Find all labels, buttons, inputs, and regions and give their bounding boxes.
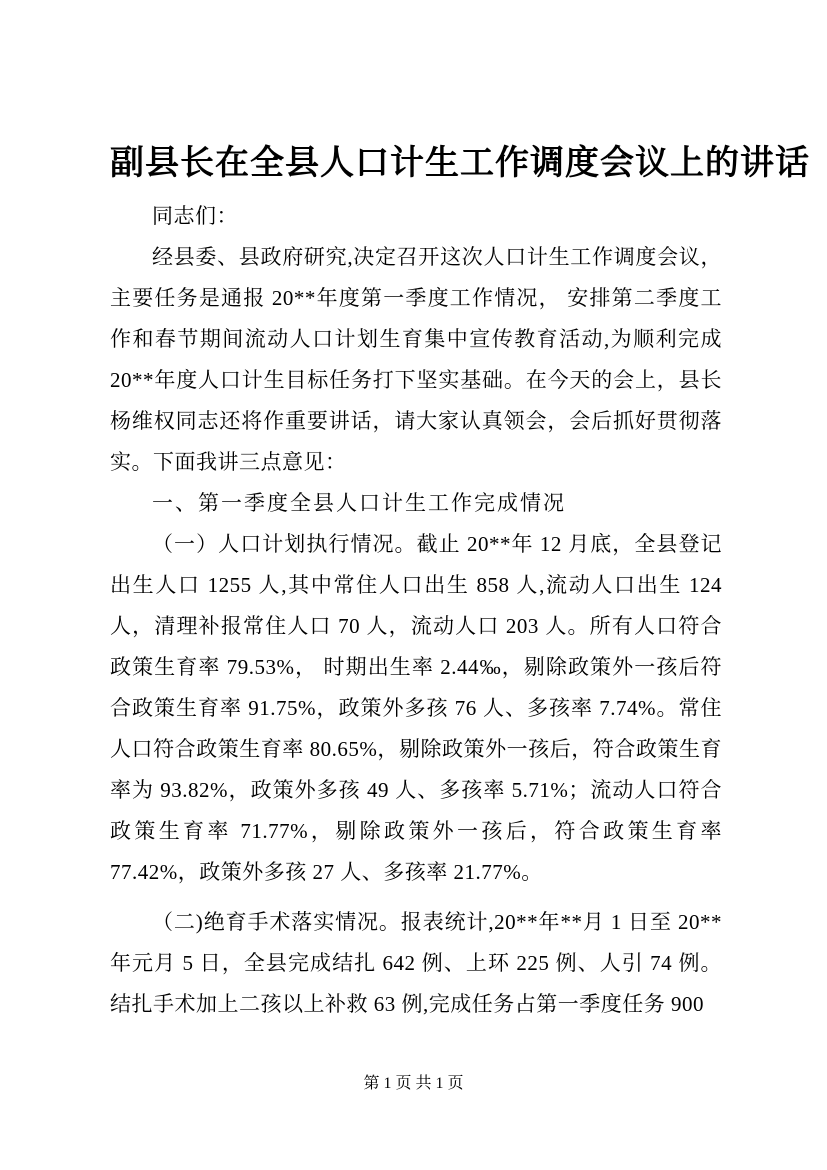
- document-title-text: 副县长在全县人口计生工作调度会议上的讲话: [110, 145, 810, 182]
- document-title: [110, 140, 810, 188]
- section-heading-1: 一、第一季度全县人口计生工作完成情况: [152, 491, 566, 515]
- item-1-paragraph: （一）人口计划执行情况。截止 20**年 12 月底，全县登记出生人口 1255 人,其中常住人口出生 858 人,流动人口出生 124 人，清理补报常住人口 70 人，流动人口 203 人。所有人口符合政策生育率 79.53%， 时期出生率 2.44‰，剔除政策外一孩后符合政策生育率 91.75%，政策外多孩 76 人、多孩率 7.74%。常住人口符合政策生育率 80.65%，剔除政策外一孩后，符合政策生育率为 93.82%，政策外多孩 49 人、多孩率 5.71%；流动人口符合政策生育率 71.77%，剔除政策外一孩后，符合政策生育率 77.42%，政策外多孩 27 人、多孩率 21.77%。: [110, 532, 722, 884]
- item-2-paragraph: （二)绝育手术落实情况。报表统计,20**年**月 1 日至 20**年元月 5 日，全县完成结扎 642 例、上环 225 例、人引 74 例。结扎手术加上二孩以上补救 63 例,完成任务占第一季度任务 900: [110, 910, 722, 1016]
- page-number-footer: 第 1 页 共 1 页: [363, 1075, 464, 1092]
- intro-paragraph: 经县委、县政府研究,决定召开这次人口计生工作调度会议，主要任务是通报 20**年度第一季度工作情况， 安排第二季度工作和春节期间流动人口计划生育集中宣传教育活动,为顺利完成 20**年度人口计生目标任务打下坚实基础。在今天的会上，县长杨维权同志还将作重要讲话，请大家认真领会，会后抓好贯彻落实。下面我讲三点意见：: [110, 245, 722, 474]
- greeting-line: 同志们：: [152, 204, 238, 228]
